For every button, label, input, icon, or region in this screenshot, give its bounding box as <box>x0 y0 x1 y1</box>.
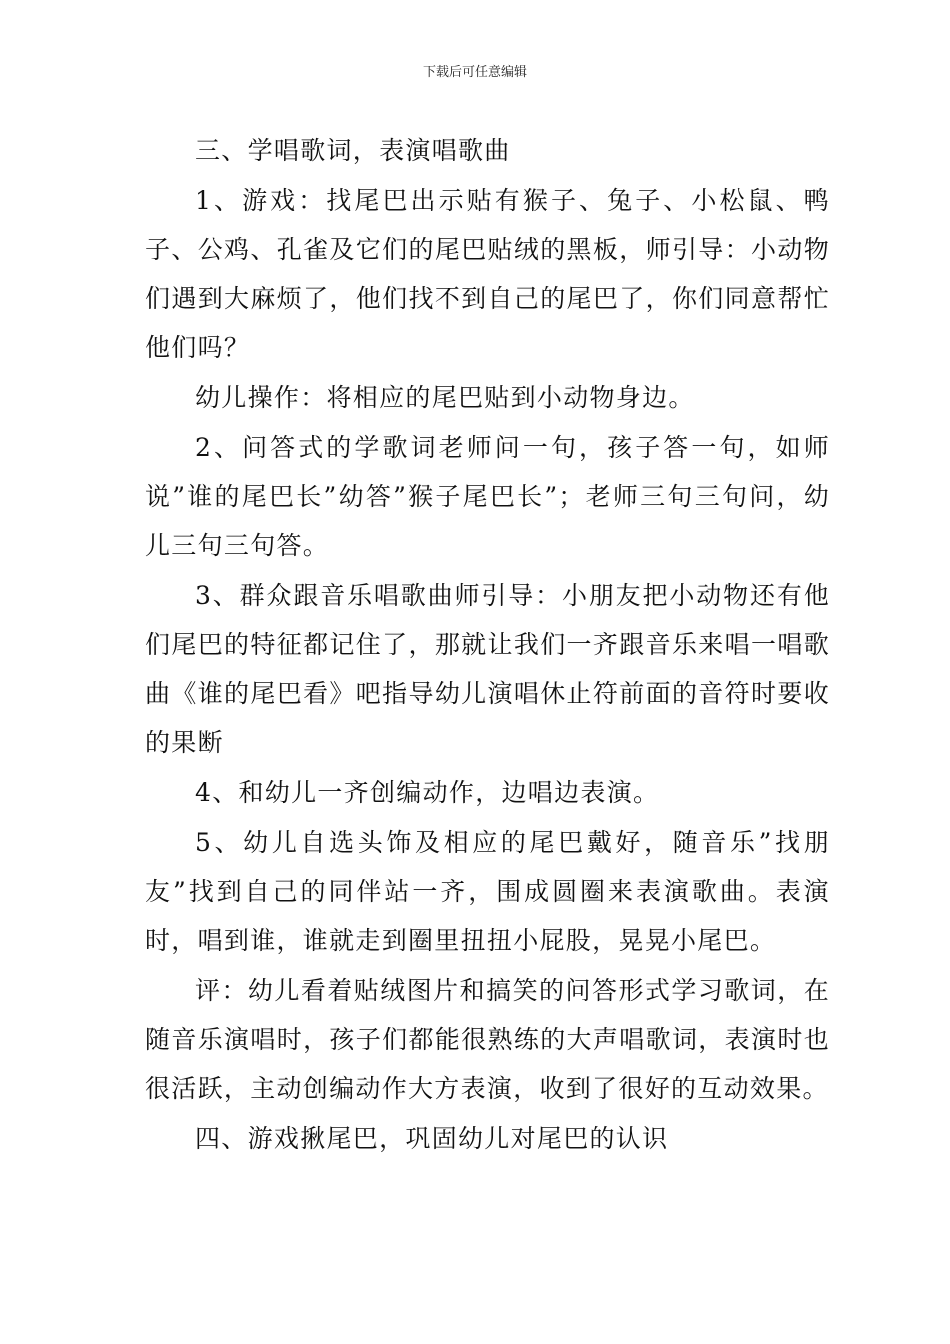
paragraph-child-operation: 幼儿操作：将相应的尾巴贴到小动物身边。 <box>195 383 695 412</box>
paragraph-game-find-tail: 1、游戏：找尾巴出示贴有猴子、兔子、小松鼠、鸭子、公鸡、孔雀及它们的尾巴贴绒的黑板，师引导：小动物们遇到大麻烦了，他们找不到自己的尾巴了，你们同意帮忙他们吗？ <box>145 186 830 362</box>
paragraph-sing-with-music: 3、群众跟音乐唱歌曲师引导：小朋友把小动物还有他们尾巴的特征都记住了，那就让我们一齐跟音乐来唱一唱歌曲《谁的尾巴看》吧指导幼儿演唱休止符前面的音符时要收的果断 <box>145 581 830 757</box>
section-heading-four: 四、游戏揪尾巴，巩固幼儿对尾巴的认识 <box>195 1124 669 1153</box>
page-header-note: 下载后可任意编辑 <box>422 65 527 80</box>
paragraph-evaluation: 评：幼儿看着贴绒图片和搞笑的问答形式学习歌词，在随音乐演唱时，孩子们都能很熟练的大声唱歌词，表演时也很活跃，主动创编动作大方表演，收到了很好的互动效果。 <box>145 976 830 1103</box>
paragraph-question-answer: 2、问答式的学歌词老师问一句，孩子答一句，如师说”谁的尾巴长”幼答”猴子尾巴长”；老师三句三句问，幼儿三句三句答。 <box>145 433 830 560</box>
paragraph-create-actions: 4、和幼儿一齐创编动作，边唱边表演。 <box>195 778 660 807</box>
paragraph-find-friends: 5、幼儿自选头饰及相应的尾巴戴好，随音乐”找朋友”找到自己的同伴站一齐，围成圆圈来表演歌曲。表演时，唱到谁，谁就走到圈里扭扭小屁股，晃晃小尾巴。 <box>145 828 830 955</box>
section-heading-three: 三、学唱歌词，表演唱歌曲 <box>195 136 511 165</box>
document-body <box>145 126 830 1163</box>
